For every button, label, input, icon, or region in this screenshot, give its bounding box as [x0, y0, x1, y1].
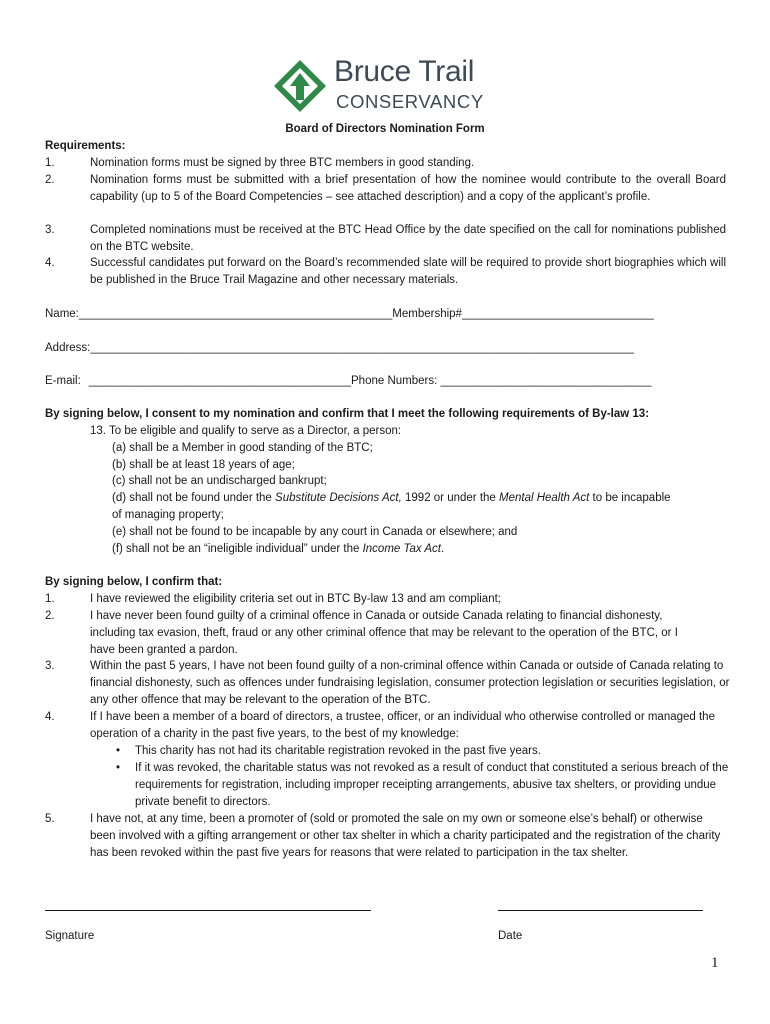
confirm-number: 2.: [45, 610, 55, 622]
logo-title: Bruce Trail: [334, 55, 475, 88]
bylaw-clause-d: [112, 490, 682, 524]
bylaw-clause-b: (b) shall be at least 18 years of age;: [112, 459, 295, 471]
bylaw-clause-f: [112, 541, 702, 558]
confirm-number: 1.: [45, 593, 55, 605]
bullet-marker: •: [116, 762, 121, 774]
address-field[interactable]: _____________________________________________________________________________________: [90, 342, 635, 354]
date-label: Date: [498, 930, 523, 942]
confirm-number: 3.: [45, 660, 55, 672]
signature-label: Signature: [45, 930, 95, 942]
logo-subtitle: CONSERVANCY: [336, 91, 484, 112]
signature-line[interactable]: [45, 910, 371, 911]
requirement-text: Successful candidates put forward on the Board’s recommended slate will be required to provide short biographies which will be published in the Bruce Trail Magazine and other necessary materials.: [90, 257, 726, 286]
form-title: Board of Directors Nomination Form: [285, 123, 485, 135]
requirement-text: Nomination forms must be submitted with a brief presentation of how the nominee would contribute to the overall Board capability (up to 5 of the Board Competencies – see attached description) and a copy of the applicant’s profile.: [90, 174, 726, 203]
email-label: E-mail:: [45, 375, 81, 387]
requirement-text: Completed nominations must be received at the BTC Head Office by the date specified on the call for nominations published on the BTC website.: [90, 224, 726, 253]
requirement-text: Nomination forms must be signed by three BTC members in good standing.: [90, 157, 475, 169]
bylaw-clause-c: (c) shall not be an undischarged bankrupt;: [112, 475, 327, 487]
confirm-heading: By signing below, I confirm that:: [45, 576, 223, 588]
bullet-text: This charity has not had its charitable registration revoked in the past five years.: [135, 745, 541, 757]
confirm-text: If I have been a member of a board of directors, a trustee, officer, or an individual who otherwise controlled or managed the operation of a charity in the past five years, to the best of my knowledge:: [90, 711, 715, 740]
email-field[interactable]: _________________________________________: [88, 375, 352, 387]
confirm-number: 4.: [45, 711, 55, 723]
membership-field[interactable]: ______________________________: [461, 308, 654, 320]
confirm-text: Within the past 5 years, I have not been found guilty of a non-criminal offence within Canada or outside of Canada relating to financial dishonesty, such as offences under fundraising legislation, consumer protection legislation or securities legislation, or any other offence that may be relevant to the operation of the BTC.: [90, 660, 730, 706]
requirement-number: 3.: [45, 224, 55, 236]
requirement-number: 1.: [45, 157, 55, 169]
name-label: Name:: [45, 308, 79, 320]
bylaw-intro: 13. To be eligible and qualify to serve as a Director, a person:: [90, 425, 402, 437]
address-label: Address:: [45, 342, 91, 354]
clause-d-text: to be incapable of managing property;: [112, 492, 671, 521]
consent-heading: By signing below, I consent to my nomination and confirm that I meet the following requirements of By-law 13:: [45, 408, 650, 420]
bylaw-clause-e: (e) shall not be found to be incapable by any court in Canada or elsewhere; and: [112, 526, 518, 538]
clause-d-text: 1992 or under the: [401, 492, 499, 504]
clause-f-text: (f) shall not be an “ineligible individual” under the: [112, 543, 363, 555]
confirm-text: I have reviewed the eligibility criteria set out in BTC By-law 13 and am compliant;: [90, 593, 501, 605]
membership-label: Membership#: [392, 308, 462, 320]
confirm-text: I have never been found guilty of a criminal offence in Canada or outside Canada relating to financial dishonesty, including tax evasion, theft, fraud or any other criminal offence that may be relevant to the operation of the BTC, or I have been granted a pardon.: [90, 610, 678, 656]
requirement-number: 2.: [45, 174, 55, 186]
confirm-number: 5.: [45, 813, 55, 825]
page-number: 1: [711, 955, 719, 971]
name-field[interactable]: _________________________________________________: [78, 308, 393, 320]
mental-health-act: Mental Health Act: [499, 492, 590, 504]
arrow-diamond-icon: [272, 58, 328, 114]
requirements-heading: Requirements:: [45, 140, 126, 152]
email-phone-row: [45, 373, 652, 390]
clause-d-text: (d) shall not be found under the: [112, 492, 276, 504]
bylaw-clause-a: (a) shall be a Member in good standing of the BTC;: [112, 442, 373, 454]
bruce-trail-logo: [272, 55, 492, 114]
requirement-number: 4.: [45, 257, 55, 269]
substitute-decisions-act: Substitute Decisions Act,: [275, 492, 402, 504]
date-line[interactable]: [498, 910, 703, 911]
bullet-text: If it was revoked, the charitable status was not revoked as a result of conduct that constituted a serious breach of the requirements for registration, including improper receipting arrangements, abusive tax shelters, or providing undue private benefit to directors.: [135, 762, 729, 808]
clause-f-text: .: [441, 543, 445, 555]
bullet-marker: •: [116, 745, 121, 757]
name-membership-row: [45, 306, 654, 323]
phone-label: Phone Numbers:: [351, 375, 441, 387]
address-row: [45, 340, 634, 357]
confirm-text: I have not, at any time, been a promoter of (sold or promoted the sale on my own or someone else’s behalf) or otherwise been involved with a gifting arrangement or other tax shelter in which a charity participated and the registration of the charity has been revoked within the past five years for reasons that were related to participation in the tax shelter.: [90, 813, 721, 859]
phone-field[interactable]: _________________________________: [440, 375, 652, 387]
income-tax-act: Income Tax Act: [362, 543, 441, 555]
